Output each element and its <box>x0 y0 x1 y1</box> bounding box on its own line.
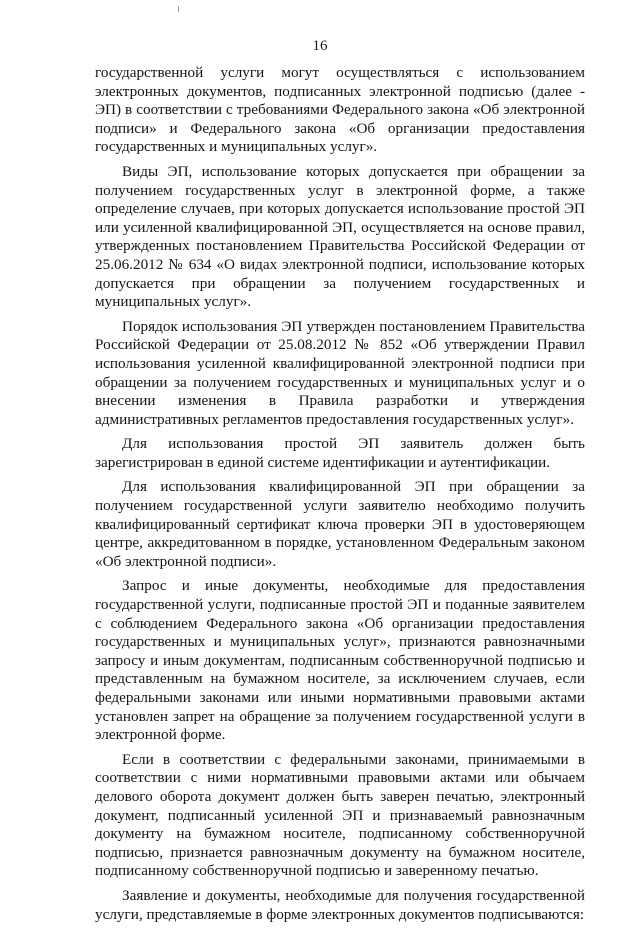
paragraph: Для использования квалифицированной ЭП при обращении за получением государственной услуги заявителю необходимо получить квалифицированный сертификат ключа проверки ЭП в удостоверяющем центре, аккредитованном в порядке, установленном Федеральным законом «Об электронной подписи». <box>95 478 585 570</box>
paragraph: Порядок использования ЭП утвержден постановлением Правительства Российской Федерации от 25.08.2012 № 852 «Об утверждении Правил использования усиленной квалифицированной электронной подписи при обращении за получением государственных и муниципальных услуг и о внесении изменения в Правила разработки и утверждения административных регламентов предоставления государственных услуг». <box>95 317 585 428</box>
body-text <box>95 64 585 930</box>
paragraph: Если в соответствии с федеральными законами, принимаемыми в соответствии с ними нормативными правовыми актами или обычаем делового оборота документ должен быть заверен печатью, электронный документ, подписанный усиленной ЭП и признаваемый равнозначным документу на бумажном носителе, подписанному собственноручной подписью, признается равнозначным документу на бумажном носителе, подписанному собственноручной подписью и заверенному печатью. <box>95 750 585 880</box>
page-number: 16 <box>312 38 328 54</box>
paragraph: государственной услуги могут осуществляться с использованием электронных документов, подписанных электронной подписью (далее - ЭП) в соответствии с требованиями Федерального закона «Об электронной подписи» и Федерального закона «Об организации предоставления государственных и муниципальных услуг». <box>95 64 585 156</box>
paragraph: Запрос и иные документы, необходимые для предоставления государственной услуги, подписанные простой ЭП и поданные заявителем с соблюдением Федерального закона «Об организации предоставления государственных и муниципальных услуг», признаются равнозначными запросу и иным документам, подписанным собственноручной подписью и представленным на бумажном носителе, за исключением случаев, если федеральными законами или иными нормативными правовыми актами установлен запрет на обращение за получением государственной услуги в электронной форме. <box>95 577 585 744</box>
paragraph: Виды ЭП, использование которых допускается при обращении за получением государственных услуг в электронной форме, а также определение случаев, при которых допускается использование простой ЭП или усиленной квалифицированной ЭП, осуществляется на основе правил, утвержденных постановлением Правительства Российской Федерации от 25.06.2012 № 634 «О видах электронной подписи, использование которых допускается при обращении за получением государственных и муниципальных услуг». <box>95 162 585 311</box>
paragraph: Для использования простой ЭП заявитель должен быть зарегистрирован в единой системе идентификации и аутентификации. <box>95 435 585 471</box>
paragraph: Заявление и документы, необходимые для получения государственной услуги, представляемые в форме электронных документов подписываются: <box>95 886 585 923</box>
scan-mark <box>178 6 179 12</box>
